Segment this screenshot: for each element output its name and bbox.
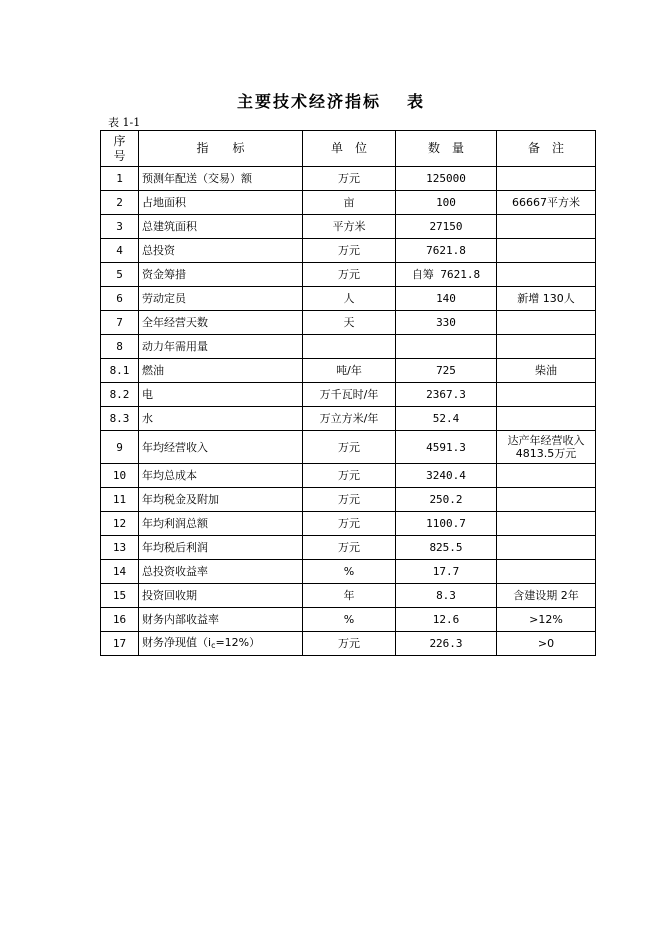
row-remark (497, 560, 596, 584)
row-number: 16 (101, 608, 139, 632)
row-indicator: 动力年需用量 (139, 335, 303, 359)
table-row (101, 512, 596, 536)
row-number: 2 (101, 191, 139, 215)
row-remark (497, 239, 596, 263)
row-number: 4 (101, 239, 139, 263)
row-quantity: 100 (396, 191, 497, 215)
row-unit: 万元 (303, 632, 396, 656)
row-number: 3 (101, 215, 139, 239)
row-remark (497, 335, 596, 359)
row-remark (497, 512, 596, 536)
table-row (101, 311, 596, 335)
row-number: 11 (101, 488, 139, 512)
title-main: 主要技术经济指标 (236, 92, 381, 111)
row-unit: 万元 (303, 431, 396, 464)
table-row (101, 191, 596, 215)
table-row (101, 632, 596, 656)
row-unit: 人 (303, 287, 396, 311)
row-quantity: 725 (396, 359, 497, 383)
table-row (101, 167, 596, 191)
row-unit (303, 335, 396, 359)
row-quantity: 250.2 (396, 488, 497, 512)
row-remark: >12% (497, 608, 596, 632)
row-remark (497, 536, 596, 560)
row-remark (497, 215, 596, 239)
row-indicator: 占地面积 (139, 191, 303, 215)
row-unit: % (303, 608, 396, 632)
row-indicator: 资金筹措 (139, 263, 303, 287)
row-indicator: 全年经营天数 (139, 311, 303, 335)
header-seq-bottom: 号 (113, 148, 126, 163)
row-unit: 万元 (303, 263, 396, 287)
row-indicator: 年均经营收入 (139, 431, 303, 464)
row-indicator: 劳动定员 (139, 287, 303, 311)
row-number: 5 (101, 263, 139, 287)
header-indicator: 指 标 (139, 131, 303, 167)
row-quantity: 140 (396, 287, 497, 311)
header-seq-top: 序 (113, 133, 126, 148)
header-seq (101, 131, 139, 167)
row-indicator: 总投资收益率 (139, 560, 303, 584)
row-quantity: 1100.7 (396, 512, 497, 536)
row-remark: >0 (497, 632, 596, 656)
row-number: 14 (101, 560, 139, 584)
table-row (101, 431, 596, 464)
row-number: 15 (101, 584, 139, 608)
row-indicator: 年均税后利润 (139, 536, 303, 560)
row-quantity: 27150 (396, 215, 497, 239)
row-quantity: 8.3 (396, 584, 497, 608)
row-unit: 万元 (303, 536, 396, 560)
row-number: 1 (101, 167, 139, 191)
row-remark: 柴油 (497, 359, 596, 383)
table-row (101, 263, 596, 287)
row-remark (497, 263, 596, 287)
row-indicator: 燃油 (139, 359, 303, 383)
row-quantity: 52.4 (396, 407, 497, 431)
header-remark: 备 注 (497, 131, 596, 167)
row-number: 10 (101, 464, 139, 488)
row-indicator: 投资回收期 (139, 584, 303, 608)
title-suffix: 表 (407, 92, 426, 111)
row-remark (497, 311, 596, 335)
row-indicator: 年均总成本 (139, 464, 303, 488)
row-remark (497, 464, 596, 488)
row-number: 17 (101, 632, 139, 656)
row-quantity: 125000 (396, 167, 497, 191)
row-quantity: 2367.3 (396, 383, 497, 407)
row-unit: 万元 (303, 167, 396, 191)
row-number: 8.1 (101, 359, 139, 383)
table-row (101, 359, 596, 383)
row-unit: % (303, 560, 396, 584)
row-number: 8.2 (101, 383, 139, 407)
row-quantity: 330 (396, 311, 497, 335)
row-number: 9 (101, 431, 139, 464)
row-remark (497, 167, 596, 191)
table-row (101, 464, 596, 488)
table-header-row (101, 131, 596, 167)
row-remark: 新增 130人 (497, 287, 596, 311)
row-number: 13 (101, 536, 139, 560)
row-quantity: 自筹 7621.8 (396, 263, 497, 287)
row-indicator: 年均利润总额 (139, 512, 303, 536)
row-unit: 万千瓦时/年 (303, 383, 396, 407)
table-row (101, 488, 596, 512)
row-quantity (396, 335, 497, 359)
table-body (101, 167, 596, 656)
table-row (101, 560, 596, 584)
row-indicator: 总投资 (139, 239, 303, 263)
row-indicator: 电 (139, 383, 303, 407)
row-quantity: 7621.8 (396, 239, 497, 263)
row-remark: 达产年经营收入 4813.5万元 (497, 431, 596, 464)
row-remark (497, 407, 596, 431)
row-number: 7 (101, 311, 139, 335)
row-number: 12 (101, 512, 139, 536)
row-unit: 亩 (303, 191, 396, 215)
row-indicator: 预测年配送（交易）额 (139, 167, 303, 191)
table-row (101, 335, 596, 359)
page-title (0, 89, 662, 112)
table-row (101, 536, 596, 560)
row-quantity: 17.7 (396, 560, 497, 584)
row-indicator: 财务内部收益率 (139, 608, 303, 632)
row-number: 8.3 (101, 407, 139, 431)
table-row (101, 584, 596, 608)
row-unit: 平方米 (303, 215, 396, 239)
table-row (101, 287, 596, 311)
row-quantity: 226.3 (396, 632, 497, 656)
row-unit: 年 (303, 584, 396, 608)
row-unit: 万元 (303, 512, 396, 536)
row-remark: 含建设期 2年 (497, 584, 596, 608)
row-number: 6 (101, 287, 139, 311)
table-row (101, 239, 596, 263)
indicator-table (100, 130, 596, 656)
row-unit: 天 (303, 311, 396, 335)
row-quantity: 12.6 (396, 608, 497, 632)
header-quantity: 数 量 (396, 131, 497, 167)
row-unit: 吨/年 (303, 359, 396, 383)
table-row (101, 407, 596, 431)
row-unit: 万元 (303, 464, 396, 488)
table-row (101, 608, 596, 632)
row-remark (497, 488, 596, 512)
row-quantity: 4591.3 (396, 431, 497, 464)
row-unit: 万元 (303, 488, 396, 512)
header-unit: 单 位 (303, 131, 396, 167)
table-number: 表 1-1 (108, 116, 141, 129)
table-row (101, 383, 596, 407)
row-remark (497, 383, 596, 407)
row-indicator: 财务净现值$(i_c=12\%)$ (139, 632, 303, 656)
row-unit: 万元 (303, 239, 396, 263)
row-quantity: 825.5 (396, 536, 497, 560)
table-row (101, 215, 596, 239)
row-unit: 万立方米/年 (303, 407, 396, 431)
row-indicator: 水 (139, 407, 303, 431)
row-quantity: 3240.4 (396, 464, 497, 488)
row-remark: 66667平方米 (497, 191, 596, 215)
row-indicator: 总建筑面积 (139, 215, 303, 239)
row-indicator: 年均税金及附加 (139, 488, 303, 512)
row-number: 8 (101, 335, 139, 359)
